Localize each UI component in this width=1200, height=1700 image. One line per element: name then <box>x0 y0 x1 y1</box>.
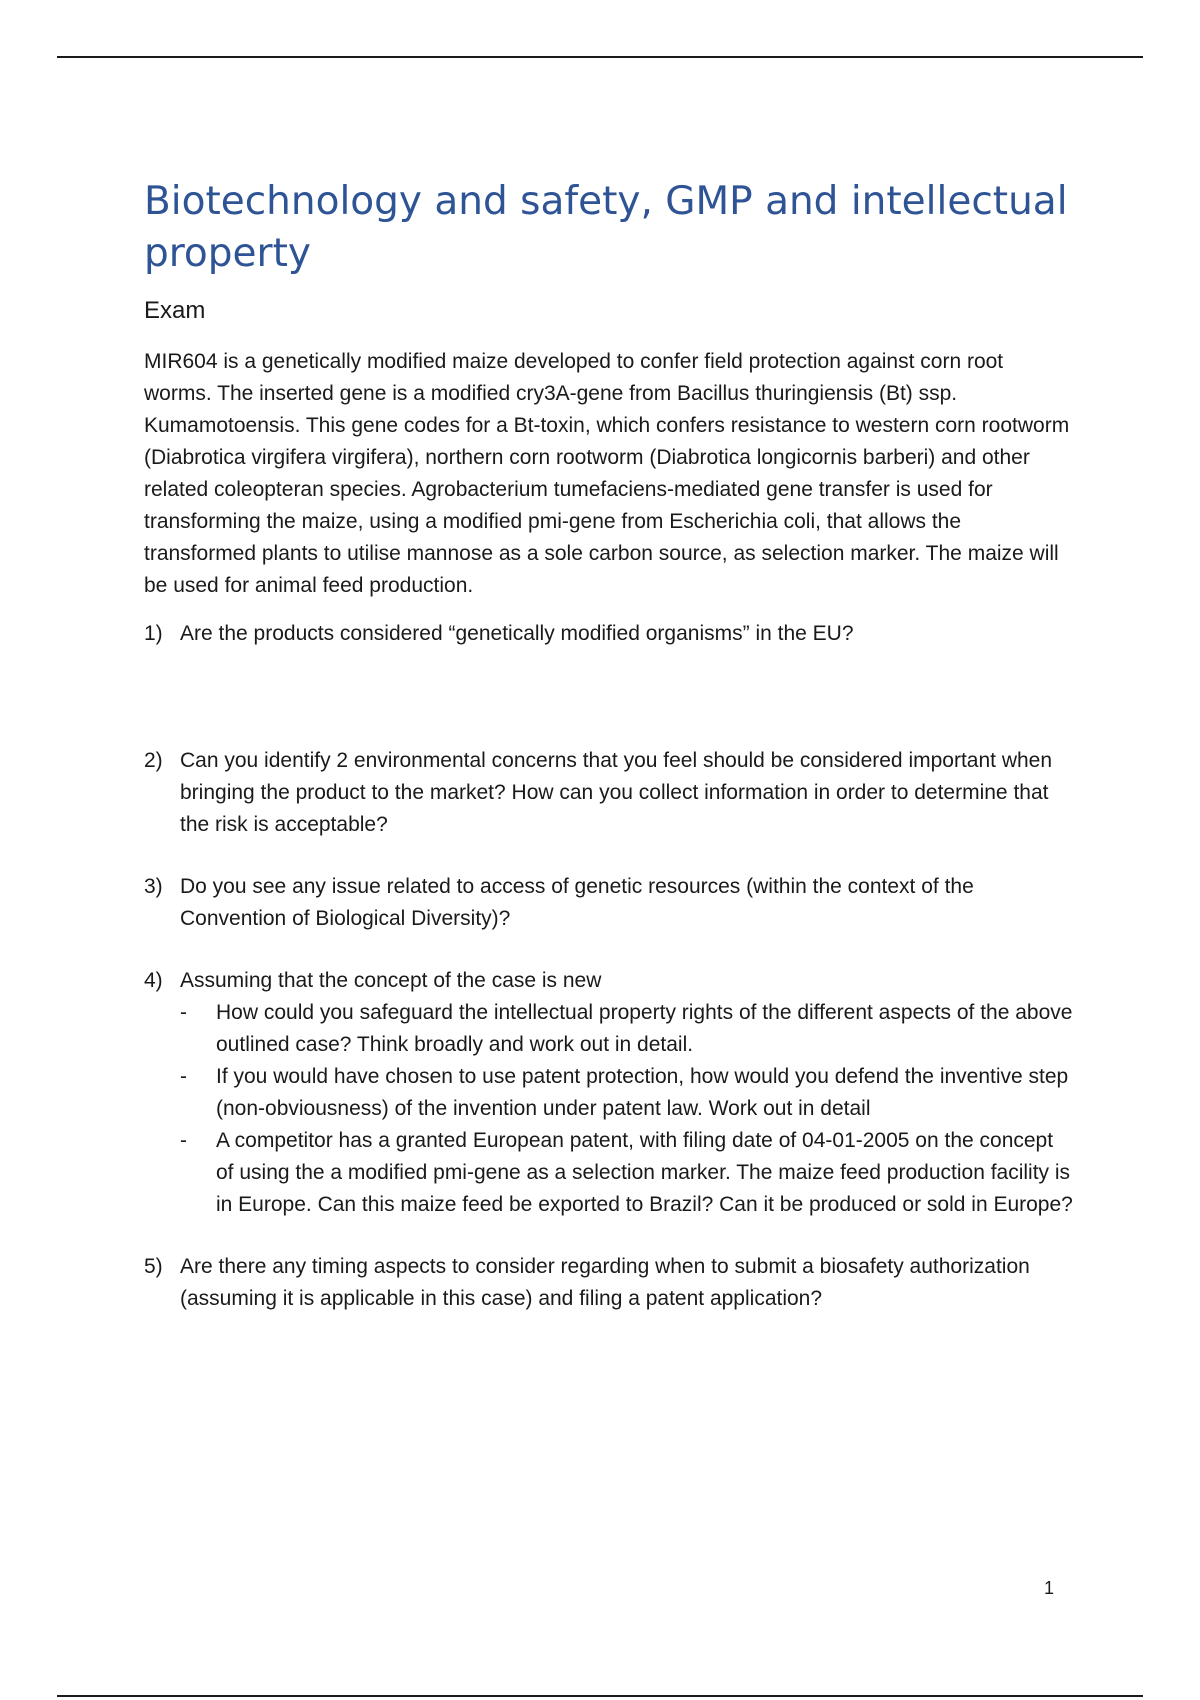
footer-rule <box>57 1695 1143 1697</box>
question-number: 4) <box>144 969 163 992</box>
question-number: 5) <box>144 1255 163 1278</box>
page-number: 1 <box>1044 1578 1055 1598</box>
question-text: Do you see any issue related to access of genetic resources (within the context of the Convention of Biological Diversity)? <box>180 875 974 930</box>
sub-question-text: If you would have chosen to use patent protection, how would you defend the inventive step (non-obviousness) of the invention under patent law. Work out in detail <box>216 1065 1069 1120</box>
sub-question-text: How could you safeguard the intellectual property rights of the different aspects of the above outlined case? Think broadly and work out in detail. <box>216 1001 1073 1056</box>
question-text: Assuming that the concept of the case is new <box>180 969 602 992</box>
sub-question-list <box>180 997 1074 1221</box>
question-item <box>144 618 1074 650</box>
document-subtitle: Exam <box>144 297 206 324</box>
question-item <box>144 965 1074 1221</box>
question-text: Are there any timing aspects to consider regarding when to submit a biosafety authorization (assuming it is applicable in this case) and filing a patent application? <box>180 1255 1030 1310</box>
sub-question-text: A competitor has a granted European patent, with filing date of 04-01-2005 on the concept of using the a modified pmi-gene as a selection marker. The maize feed production facility is in Europe. Can this maize feed be exported to Brazil? Can it be produced or sold in Europe? <box>216 1129 1073 1216</box>
question-number: 3) <box>144 875 163 898</box>
sub-question-item <box>180 1125 1074 1221</box>
header-rule <box>57 56 1143 58</box>
question-list <box>144 618 1074 1315</box>
dash-bullet: - <box>180 1129 187 1152</box>
case-description: MIR604 is a genetically modified maize developed to confer field protection against corn root worms. The inserted gene is a modified cry3A-gene from Bacillus thuringiensis (Bt) ssp. Kumamotoensis. This gene codes for a Bt-toxin, which confers resistance to western corn rootworm (Diabrotica virgifera virgifera), northern corn rootworm (Diabrotica longicornis barberi) and other related coleopteran species. Agrobacterium tumefaciens-mediated gene transfer is used for transforming the maize, using a modified pmi-gene from Escherichia coli, that allows the transformed plants to utilise mannose as a sole carbon source, as selection marker. The maize will be used for animal feed production. <box>144 350 1070 597</box>
question-text: Can you identify 2 environmental concerns that you feel should be considered important when bringing the product to the market? How can you collect information in order to determine that the risk is acceptable? <box>180 749 1053 836</box>
dash-bullet: - <box>180 1001 187 1024</box>
question-item <box>144 1251 1074 1315</box>
document-body <box>144 176 1074 1315</box>
question-text: Are the products considered “genetically modified organisms” in the EU? <box>180 622 854 645</box>
sub-question-item <box>180 997 1074 1061</box>
document-title: Biotechnology and safety, GMP and intellectual property <box>144 179 1068 276</box>
question-item <box>144 871 1074 935</box>
sub-question-item <box>180 1061 1074 1125</box>
question-number: 1) <box>144 622 163 645</box>
question-number: 2) <box>144 749 163 772</box>
question-item <box>144 745 1074 841</box>
dash-bullet: - <box>180 1065 187 1088</box>
